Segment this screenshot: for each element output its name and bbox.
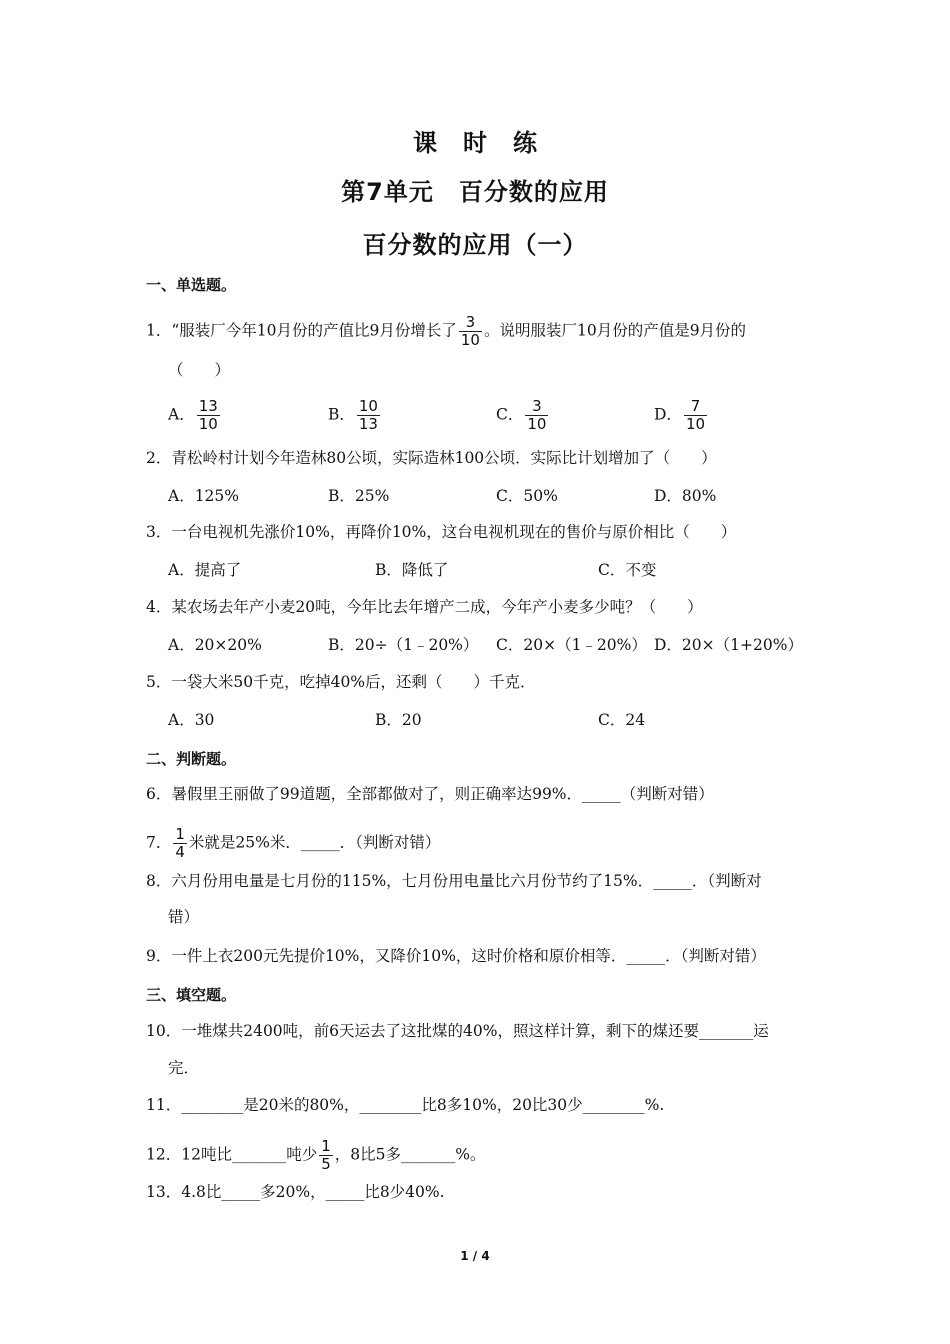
question-7 bbox=[146, 826, 440, 861]
question-4: 4．某农场去年产小麦20吨，今年比去年增产二成，今年产小麦多少吨？（ ） bbox=[146, 598, 703, 616]
fraction-denominator: 10 bbox=[198, 415, 218, 433]
question-11: 11．________是20米的80%，________比8多10%，20比30少________%. bbox=[146, 1096, 665, 1114]
fraction-denominator: 10 bbox=[527, 415, 547, 433]
question-13: 13．4.8比_____多20%，_____比8少40%. bbox=[146, 1183, 445, 1201]
q3-option-b[interactable]: B．降低了 bbox=[375, 561, 449, 579]
q1-option-c[interactable] bbox=[496, 398, 550, 433]
q4-option-b[interactable]: B．20÷（1﹣20%） bbox=[328, 636, 479, 654]
question-10-continued: 完． bbox=[168, 1059, 200, 1077]
q3-option-c[interactable]: C．不变 bbox=[598, 561, 657, 579]
fraction-numerator: 3 bbox=[465, 313, 476, 331]
q3-option-a[interactable]: A．提高了 bbox=[168, 561, 242, 579]
question-12-text-pre: 12．12吨比_______吨少 bbox=[146, 1145, 318, 1164]
q2-option-c[interactable]: C．50% bbox=[496, 487, 558, 505]
q2-option-d[interactable]: D．80% bbox=[654, 487, 717, 505]
question-9: 9．一件上衣200元先提价10%，又降价10%，这时价格和原价相等．_____．（判断对错） bbox=[146, 947, 766, 965]
option-label: A． bbox=[168, 405, 195, 424]
q2-option-a[interactable]: A．125% bbox=[168, 487, 240, 505]
question-1 bbox=[146, 314, 746, 349]
question-1-blank: （ ） bbox=[168, 361, 231, 379]
q4-option-a[interactable]: A．20×20% bbox=[168, 636, 262, 654]
question-8-continued: 错） bbox=[168, 908, 200, 926]
question-6: 6．暑假里王丽做了99道题，全部都做对了，则正确率达99%．_____（判断对错） bbox=[146, 785, 714, 803]
q4-option-d[interactable]: D．20×（1+20%） bbox=[654, 636, 803, 654]
question-7-text-pre: 7． bbox=[146, 833, 172, 852]
q5-option-a[interactable]: A．30 bbox=[168, 711, 215, 729]
fraction-denominator: 10 bbox=[685, 415, 706, 433]
option-label: C． bbox=[496, 405, 524, 424]
lesson-title: 百分数的应用（一） bbox=[362, 231, 588, 259]
question-10: 10．一堆煤共2400吨，前6天运去了这批煤的40%，照这样计算，剩下的煤还要_______运 bbox=[146, 1022, 769, 1040]
fraction bbox=[173, 826, 187, 861]
fraction bbox=[525, 398, 548, 433]
question-1-text-pre: 1．“服装厂今年10月份的产值比9月份增长了 bbox=[146, 321, 457, 340]
q4-option-c[interactable]: C．20×（1﹣20%） bbox=[496, 636, 647, 654]
q1-option-b[interactable] bbox=[328, 398, 382, 433]
page-number: 1 / 4 bbox=[460, 1249, 490, 1263]
q2-option-b[interactable]: B．25% bbox=[328, 487, 390, 505]
question-3: 3．一台电视机先涨价10%，再降价10%，这台电视机现在的售价与原价相比（ ） bbox=[146, 523, 737, 541]
fraction-denominator: 10 bbox=[460, 331, 480, 349]
fraction-numerator: 7 bbox=[690, 397, 701, 415]
q5-option-c[interactable]: C．24 bbox=[598, 711, 646, 729]
question-12 bbox=[146, 1138, 485, 1173]
question-5: 5．一袋大米50千克，吃掉40%后，还剩（ ）千克． bbox=[146, 673, 536, 691]
fraction-denominator: 5 bbox=[321, 1155, 331, 1173]
fraction-denominator: 4 bbox=[175, 843, 185, 861]
fraction-numerator: 13 bbox=[198, 397, 218, 415]
question-2: 2．青松岭村计划今年造林80公顷，实际造林100公顷．实际比计划增加了（ ） bbox=[146, 449, 717, 467]
fraction-numerator: 1 bbox=[175, 825, 185, 843]
q1-option-d[interactable] bbox=[654, 398, 709, 433]
q5-option-b[interactable]: B．20 bbox=[375, 711, 422, 729]
option-label: B． bbox=[328, 405, 355, 424]
question-1-text-post: 。说明服装厂10月份的产值是9月份的 bbox=[483, 321, 747, 340]
fraction-numerator: 10 bbox=[358, 397, 378, 415]
unit-title: 第7单元 百分数的应用 bbox=[341, 178, 609, 206]
option-label: D． bbox=[654, 405, 682, 424]
fraction bbox=[357, 398, 380, 433]
fraction bbox=[459, 314, 482, 349]
question-7-text-post: 米就是25%米．_____．（判断对错） bbox=[188, 833, 441, 852]
section-fill-in: 三、填空题。 bbox=[146, 986, 237, 1004]
page-title: 课时练 bbox=[413, 129, 563, 157]
fraction bbox=[684, 398, 707, 433]
question-8: 8．六月份用电量是七月份的115%，七月份用电量比六月份节约了15%．_____．（判断对 bbox=[146, 872, 762, 890]
fraction-denominator: 13 bbox=[358, 415, 378, 433]
section-single-choice: 一、单选题。 bbox=[146, 276, 237, 294]
section-true-false: 二、判断题。 bbox=[146, 750, 237, 768]
question-12-text-post: ，8比5多_______%。 bbox=[334, 1145, 486, 1164]
fraction bbox=[319, 1138, 333, 1173]
fraction bbox=[197, 398, 220, 433]
q1-option-a[interactable] bbox=[168, 398, 222, 433]
fraction-numerator: 3 bbox=[532, 397, 542, 415]
fraction-numerator: 1 bbox=[321, 1137, 331, 1155]
